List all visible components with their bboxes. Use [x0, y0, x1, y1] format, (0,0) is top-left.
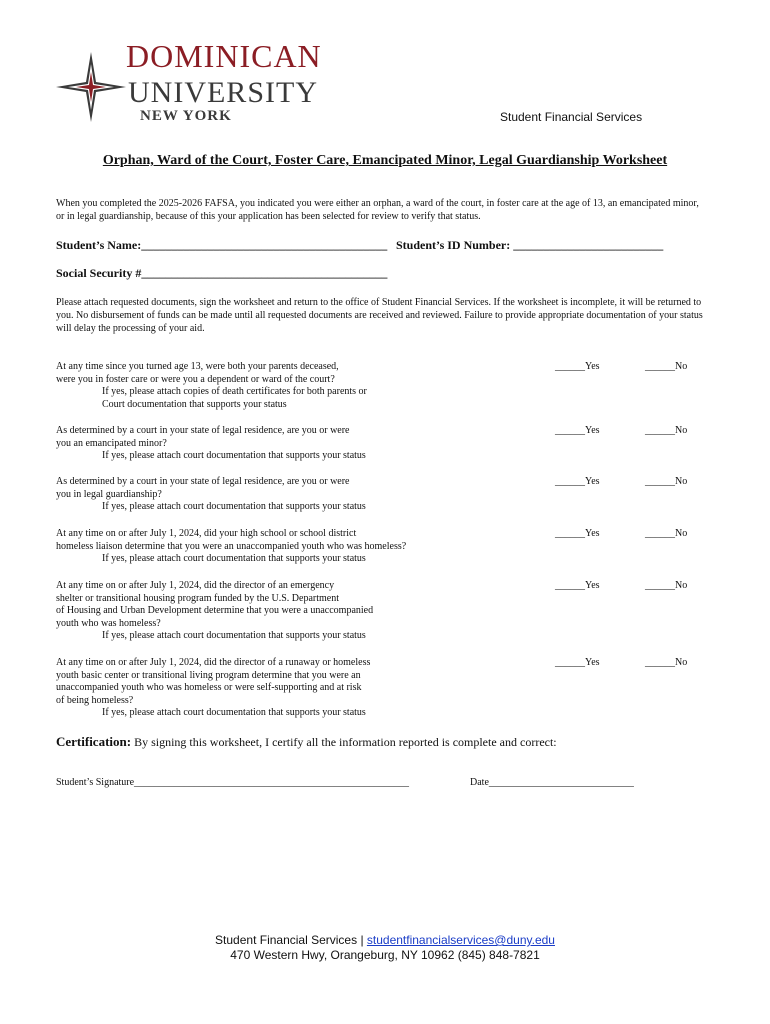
question-line: shelter or transitional housing program funded by the U.S. Department — [56, 592, 339, 604]
date-field[interactable]: Date_____________________________ — [470, 777, 634, 788]
no-option[interactable]: ______No — [645, 657, 688, 668]
signature-field[interactable]: Student’s Signature_______________________________________________________ — [56, 777, 410, 788]
email-link[interactable]: studentfinancialservices@duny.edu — [366, 933, 555, 947]
footer-office: Student Financial Services | — [215, 933, 367, 947]
logo-line-1: DOMINICAN — [126, 38, 322, 74]
question-line: homeless liaison determine that you were an unaccompanied youth who was homeless? — [56, 540, 407, 552]
question-instruction: If yes, please attach court documentation that supports your status — [102, 450, 366, 461]
university-logo — [56, 38, 322, 126]
certification-label: Certification: — [56, 734, 132, 749]
question-line: were you in foster care or were you a dependent or ward of the court? — [56, 373, 335, 385]
department-label: Student Financial Services — [500, 110, 643, 124]
question-item — [56, 580, 476, 643]
question-item — [56, 425, 476, 463]
logo-line-3: NEW YORK — [140, 108, 232, 124]
certification-statement — [56, 734, 557, 750]
question-instruction: If yes, please attach court documentation that supports your status — [102, 553, 366, 564]
yes-option[interactable]: ______Yes — [555, 476, 600, 487]
question-line: As determined by a court in your state of legal residence, are you or were — [56, 425, 350, 436]
student-id-field[interactable]: Student’s ID Number: _________________________ — [396, 238, 664, 252]
question-instruction: If yes, please attach court documentation that supports your status — [102, 501, 366, 512]
yes-option[interactable]: ______Yes — [555, 425, 600, 436]
compass-star-icon — [56, 52, 126, 122]
question-line: At any time on or after July 1, 2024, did the director of an emergency — [56, 580, 335, 591]
question-instruction: If yes, please attach court documentation that supports your status — [102, 707, 366, 718]
footer-address: 470 Western Hwy, Orangeburg, NY 10962 (845) 848-7821 — [230, 948, 540, 962]
yes-option[interactable]: ______Yes — [555, 580, 600, 591]
footer-contact — [0, 933, 770, 948]
question-item — [56, 528, 476, 566]
no-option[interactable]: ______No — [645, 361, 688, 372]
logo-line-2: UNIVERSITY — [128, 76, 318, 109]
question-line: of Housing and Urban Development determine that you were a unaccompanied — [56, 605, 374, 616]
page-title: Orphan, Ward of the Court, Foster Care, Emancipated Minor, Legal Guardianship Worksheet — [102, 153, 668, 168]
question-instruction: If yes, please attach copies of death certificates for both parents or — [102, 386, 367, 397]
question-line: At any time since you turned age 13, were both your parents deceased, — [56, 361, 339, 372]
ssn-field[interactable]: Social Security #_________________________________________ — [56, 266, 388, 280]
no-option[interactable]: ______No — [645, 528, 688, 539]
question-line: youth basic center or transitional living program determine that you were an — [56, 669, 361, 681]
question-line: you in legal guardianship? — [56, 488, 162, 500]
question-instruction: If yes, please attach court documentation that supports your status — [102, 630, 366, 641]
question-line: At any time on or after July 1, 2024, did the director of a runaway or homeless — [56, 657, 371, 668]
no-option[interactable]: ______No — [645, 425, 688, 436]
yes-option[interactable]: ______Yes — [555, 528, 600, 539]
question-line: youth who was homeless? — [56, 617, 161, 629]
no-option[interactable]: ______No — [645, 476, 688, 487]
certification-text: By signing this worksheet, I certify all the information reported is complete and correct: — [131, 735, 557, 749]
question-line: of being homeless? — [56, 694, 134, 706]
question-line: unaccompanied youth who was homeless or were self-supporting and at risk — [56, 682, 362, 693]
yes-option[interactable]: ______Yes — [555, 657, 600, 668]
question-line: As determined by a court in your state of legal residence, are you or were — [56, 476, 350, 487]
question-line: you an emancipated minor? — [56, 437, 167, 449]
question-item — [56, 476, 476, 514]
instructions-paragraph: Please attach requested documents, sign the worksheet and return to the office of Student Financial Services. If the worksheet is incomplete, it will be returned to you. No disbursement of funds can be made until all requested documents are received and reviewed. Failure to provide appropriate documentation of your status will delay the processing of your aid. — [56, 297, 703, 334]
question-item — [56, 361, 476, 411]
yes-option[interactable]: ______Yes — [555, 361, 600, 372]
question-item — [56, 657, 476, 720]
question-line: At any time on or after July 1, 2024, did your high school or school district — [56, 528, 357, 539]
student-name-field[interactable]: Student’s Name:_________________________________________ — [56, 238, 388, 252]
question-instruction: Court documentation that supports your status — [102, 398, 287, 410]
no-option[interactable]: ______No — [645, 580, 688, 591]
intro-paragraph: When you completed the 2025-2026 FAFSA, you indicated you were either an orphan, a ward of the court, in foster care at the age of 13, an emancipated minor, or in legal guardianship, because of this your application has been selected for review to verify that status. — [56, 198, 699, 222]
